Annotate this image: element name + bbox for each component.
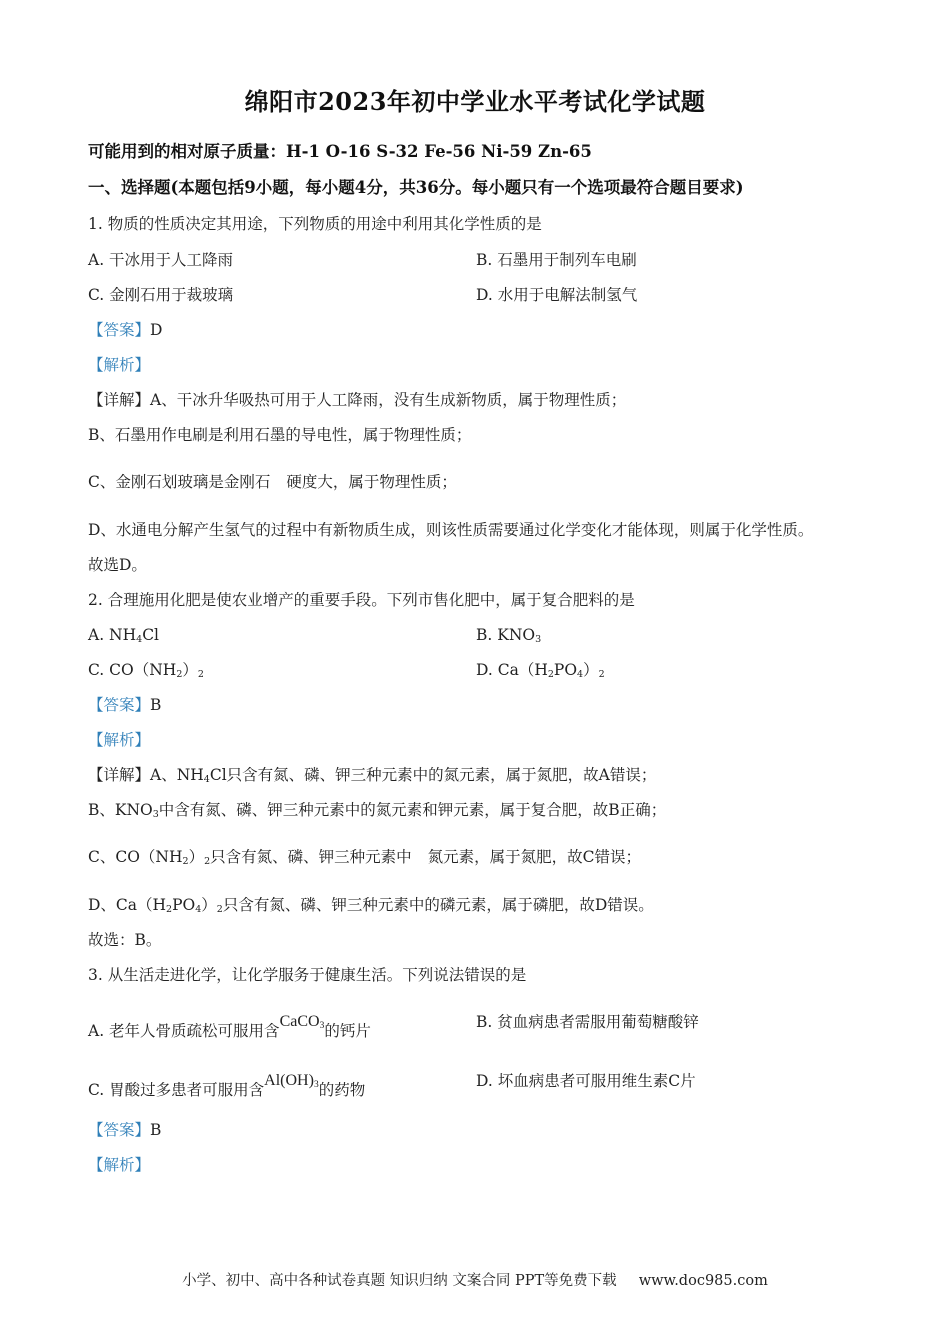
q1-analysis xyxy=(88,354,150,376)
q2-stem: 2. 合理施用化肥是使农业增产的重要手段。下列市售化肥中，属于复合肥料的是 xyxy=(88,591,635,609)
q1-conclusion: 故选D。 xyxy=(88,556,147,574)
answer-label: 【答案】 xyxy=(88,696,151,714)
q1-detail-b: B、石墨用作电刷是利用石墨的导电性，属于物理性质； xyxy=(88,426,472,444)
q3-option-b: B. 贫血病患者需服用葡萄糖酸锌 xyxy=(476,1013,699,1031)
q3-stem: 3. 从生活走进化学，让化学服务于健康生活。下列说法错误的是 xyxy=(88,966,527,984)
q3-option-a: A. 老年人骨质疏松可服用含CaCO$_3$的钙片 xyxy=(88,1013,371,1040)
footer-site-link[interactable]: www.doc985.com xyxy=(638,1273,768,1289)
q3-analysis xyxy=(88,1154,150,1176)
analysis-label: 【解析】 xyxy=(88,356,151,374)
q1-stem: 1. 物质的性质决定其用途，下列物质的用途中利用其化学性质的是 xyxy=(88,215,542,233)
q2-detail-b: B、$KNO_3$中含有氮、磷、钾三种元素中的氮元素和钾元素，属于复合肥，故B正确； xyxy=(88,801,667,820)
answer-value: D xyxy=(150,321,163,339)
q1-option-c: C. 金刚石用于裁玻璃 xyxy=(88,286,234,304)
detail-label: 【详解】 xyxy=(88,391,151,409)
answer-label: 【答案】 xyxy=(88,1121,151,1139)
q2-option-b: B. $KNO_3$ xyxy=(476,626,542,645)
detail-text: C、金刚石划玻璃是金刚石 xyxy=(88,473,271,491)
q1-option-a: A. 干冰用于人工降雨 xyxy=(88,251,234,269)
q2-analysis xyxy=(88,729,150,751)
analysis-label: 【解析】 xyxy=(88,731,151,749)
detail-text: A、干冰升华吸热可用于人工降雨，没有生成新物质，属于物理性质； xyxy=(150,391,627,409)
analysis-label: 【解析】 xyxy=(88,1156,151,1174)
q1-detail-d: D、水通电分解产生氢气的过程中有新物质生成，则该性质需要通过化学变化才能体现，则属于化学性质。 xyxy=(88,521,814,539)
footer-text: 小学、初中、高中各种试卷真题 知识归纳 文案合同 PPT等免费下载 xyxy=(182,1273,617,1289)
q2-detail-c: C、$CO(NH_2)_2$只含有氮、磷、钾三种元素中 氮元素，属于氮肥，故C错误； xyxy=(88,848,642,867)
q3-option-c: C. 胃酸过多患者可服用含$Al(OH)_3$的药物 xyxy=(88,1072,366,1099)
formula-caco3: CaCO$_3$ xyxy=(279,1013,325,1031)
answer-value: B xyxy=(150,696,162,714)
q3-option-d: D. 坏血病患者可服用维生素C片 xyxy=(476,1072,696,1090)
answer-value: B xyxy=(150,1121,162,1139)
q2-answer xyxy=(88,694,161,716)
detail-label: 【详解】 xyxy=(88,766,151,784)
q1-answer xyxy=(88,319,162,341)
q1-detail-c xyxy=(88,471,457,493)
page-footer xyxy=(0,1269,950,1290)
q2-option-c: C. $CO(NH_2)_2$ xyxy=(88,661,204,680)
q2-option-d: D. $Ca(H_2PO_4)_2$ xyxy=(476,661,605,680)
answer-label: 【答案】 xyxy=(88,321,151,339)
atomic-mass-line: 可能用到的相对原子质量：H-1 O-16 S-32 Fe-56 Ni-59 Zn-65 xyxy=(88,142,592,161)
q2-detail-a: 【详解】A、$NH_4Cl$只含有氮、磷、钾三种元素中的氮元素，属于氮肥，故A错误； xyxy=(88,766,657,785)
formula-aloh3: $Al(OH)_3$ xyxy=(264,1072,319,1090)
detail-text: 硬度大，属于物理性质； xyxy=(286,473,457,491)
page-title: 绵阳市2023年初中学业水平考试化学试题 xyxy=(244,87,706,116)
q1-option-d: D. 水用于电解法制氢气 xyxy=(476,286,638,304)
q2-detail-d: D、$Ca(H_2PO_4)_2$只含有氮、磷、钾三种元素中的磷元素，属于磷肥，故D错误。 xyxy=(88,896,654,915)
q1-detail-a xyxy=(88,389,626,411)
q3-answer xyxy=(88,1119,161,1141)
q1-option-b: B. 石墨用于制列车电刷 xyxy=(476,251,637,269)
q2-conclusion: 故选：B。 xyxy=(88,931,162,949)
section-heading: 一、选择题(本题包括9小题，每小题4分，共36分。每小题只有一个选项最符合题目要求) xyxy=(88,178,744,197)
q2-option-a: A. $NH_4Cl$ xyxy=(88,626,160,645)
